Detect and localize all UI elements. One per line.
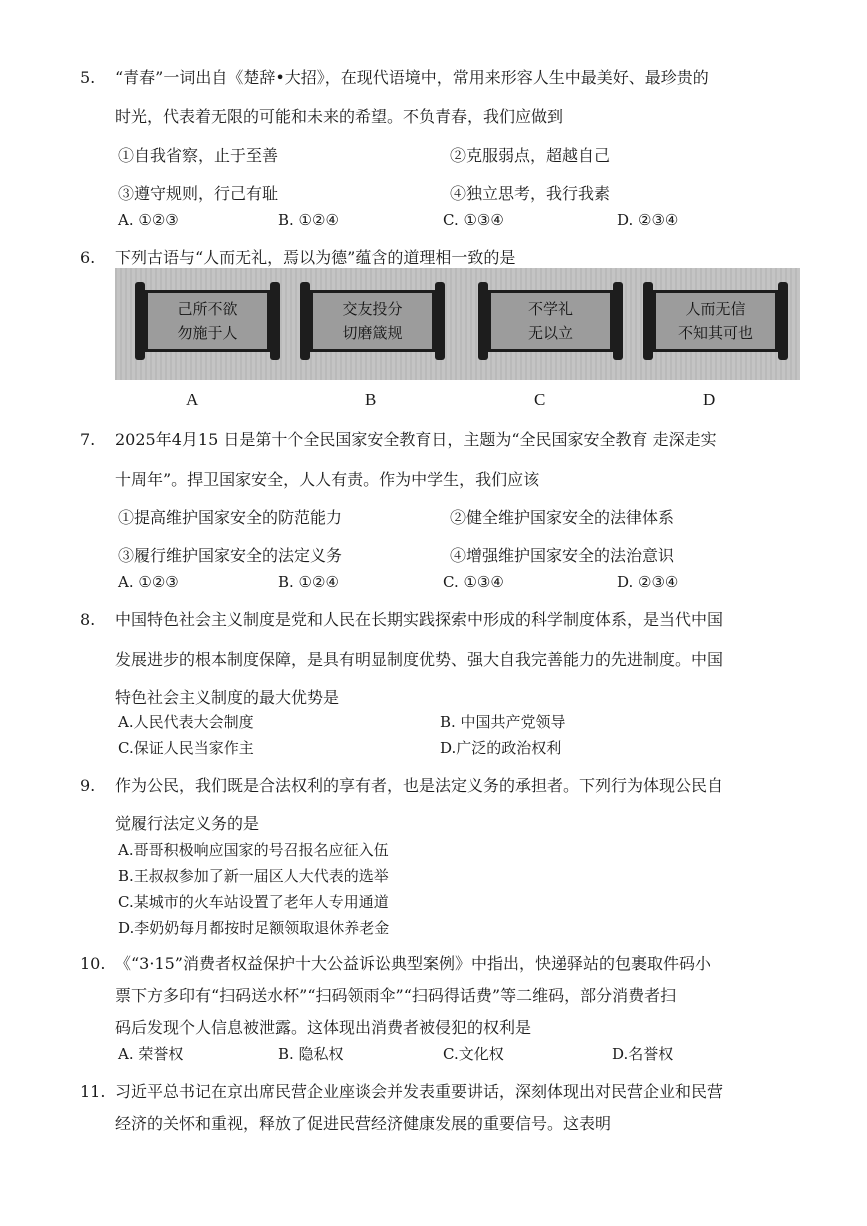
- q7-statement-1: ①提高维护国家安全的防范能力: [118, 508, 343, 527]
- q5-statement-1: ①自我省察，止于至善: [118, 146, 279, 165]
- q8-option-d: D.广泛的政治权利: [440, 739, 562, 757]
- q9-stem-line1: 作为公民，我们既是合法权利的享有者，也是法定义务的承担者。下列行为体现公民自: [115, 776, 724, 795]
- scroll-d-line1: 人而无信: [685, 300, 746, 318]
- scroll-b-line2: 切磨箴规: [342, 324, 403, 342]
- q7-statement-2: ②健全维护国家安全的法律体系: [450, 508, 675, 527]
- q7-option-d: D. ②③④: [617, 573, 679, 591]
- scroll-a: [135, 282, 280, 360]
- q8-stem-line1: 中国特色社会主义制度是党和人民在长期实践探索中形成的科学制度体系，是当代中国: [115, 610, 724, 629]
- q7-option-b: B. ①②④: [278, 573, 339, 591]
- q11-number: 11.: [80, 1082, 106, 1101]
- scroll-b-line1: 交友投分: [342, 300, 403, 318]
- q7-stem-line1: 2025年4月15 日是第十个全民国家安全教育日，主题为“全民国家安全教育 走深走实: [115, 430, 717, 449]
- scroll-image-strip: [115, 268, 800, 380]
- scroll-c: [478, 282, 623, 360]
- q6-number: 6.: [80, 248, 96, 267]
- q8-option-a: A.人民代表大会制度: [118, 713, 254, 731]
- q5-option-d: D. ②③④: [617, 211, 679, 229]
- scroll-c-line1: 不学礼: [527, 300, 573, 318]
- q8-option-b: B. 中国共产党领导: [440, 713, 566, 731]
- q9-option-c: C.某城市的火车站设置了老年人专用通道: [118, 893, 389, 911]
- q11-stem-line2: 经济的关怀和重视，释放了促进民营经济健康发展的重要信号。这表明: [115, 1114, 612, 1133]
- scroll-a-line2: 勿施于人: [177, 324, 238, 342]
- q5-stem-line2: 时光，代表着无限的可能和未来的希望。不负青春，我们应做到: [115, 107, 564, 126]
- q10-stem-line1: 《“3·15”消费者权益保护十大公益诉讼典型案例》中指出，快递驿站的包裹取件码小: [115, 954, 711, 973]
- q8-stem-line3: 特色社会主义制度的最大优势是: [115, 688, 340, 707]
- q10-number: 10.: [80, 954, 106, 973]
- q8-option-c: C.保证人民当家作主: [118, 739, 254, 757]
- q9-option-a: A.哥哥积极响应国家的号召报名应征入伍: [118, 841, 389, 859]
- scroll-a-line1: 己所不欲: [177, 300, 238, 318]
- q10-option-c: C.文化权: [443, 1045, 504, 1063]
- q5-statement-4: ④独立思考，我行我素: [450, 184, 611, 203]
- q5-option-a: A. ①②③: [118, 211, 179, 229]
- q7-statement-3: ③履行维护国家安全的法定义务: [118, 546, 343, 565]
- q5-statement-3: ③遵守规则，行己有耻: [118, 184, 279, 203]
- q8-stem-line2: 发展进步的根本制度保障，是具有明显制度优势、强大自我完善能力的先进制度。中国: [115, 650, 724, 669]
- q7-statement-4: ④增强维护国家安全的法治意识: [450, 546, 675, 565]
- q5-option-c: C. ①③④: [443, 211, 504, 229]
- q10-stem-line3: 码后发现个人信息被泄露。这体现出消费者被侵犯的权利是: [115, 1018, 532, 1037]
- q7-option-a: A. ①②③: [118, 573, 179, 591]
- q11-stem-line1: 习近平总书记在京出席民营企业座谈会并发表重要讲话，深刻体现出对民营企业和民营: [115, 1082, 724, 1101]
- q6-option-a: A: [186, 390, 199, 409]
- q5-option-b: B. ①②④: [278, 211, 339, 229]
- q8-number: 8.: [80, 610, 96, 629]
- q10-option-d: D.名誉权: [612, 1045, 674, 1063]
- q5-stem-line1: “青春”一词出自《楚辞•大招》，在现代语境中，常用来形容人生中最美好、最珍贵的: [115, 68, 709, 87]
- q6-stem-line1: 下列古语与“人而无礼，焉以为德”蕴含的道理相一致的是: [115, 248, 516, 267]
- q7-stem-line2: 十周年”。捍卫国家安全，人人有责。作为中学生，我们应该: [115, 470, 540, 489]
- q9-option-b: B.王叔叔参加了新一届区人大代表的选举: [118, 867, 389, 885]
- scroll-d-line2: 不知其可也: [677, 324, 753, 342]
- scroll-c-line2: 无以立: [527, 324, 573, 342]
- q10-option-a: A. 荣誉权: [118, 1045, 184, 1063]
- q9-number: 9.: [80, 776, 96, 795]
- q10-stem-line2: 票下方多印有“扫码送水杯”“扫码领雨伞”“扫码得话费”等二维码，部分消费者扫: [115, 986, 677, 1005]
- q5-statement-2: ②克服弱点，超越自己: [450, 146, 611, 165]
- q6-option-d: D: [703, 390, 716, 409]
- scroll-b: [300, 282, 445, 360]
- q7-number: 7.: [80, 430, 96, 449]
- q9-stem-line2: 觉履行法定义务的是: [115, 814, 260, 833]
- q9-option-d: D.李奶奶每月都按时足额领取退休养老金: [118, 919, 390, 937]
- q10-option-b: B. 隐私权: [278, 1045, 344, 1063]
- q6-option-c: C: [534, 390, 546, 409]
- scroll-d: [643, 282, 788, 360]
- q5-number: 5.: [80, 68, 96, 87]
- q6-option-b: B: [365, 390, 377, 409]
- q7-option-c: C. ①③④: [443, 573, 504, 591]
